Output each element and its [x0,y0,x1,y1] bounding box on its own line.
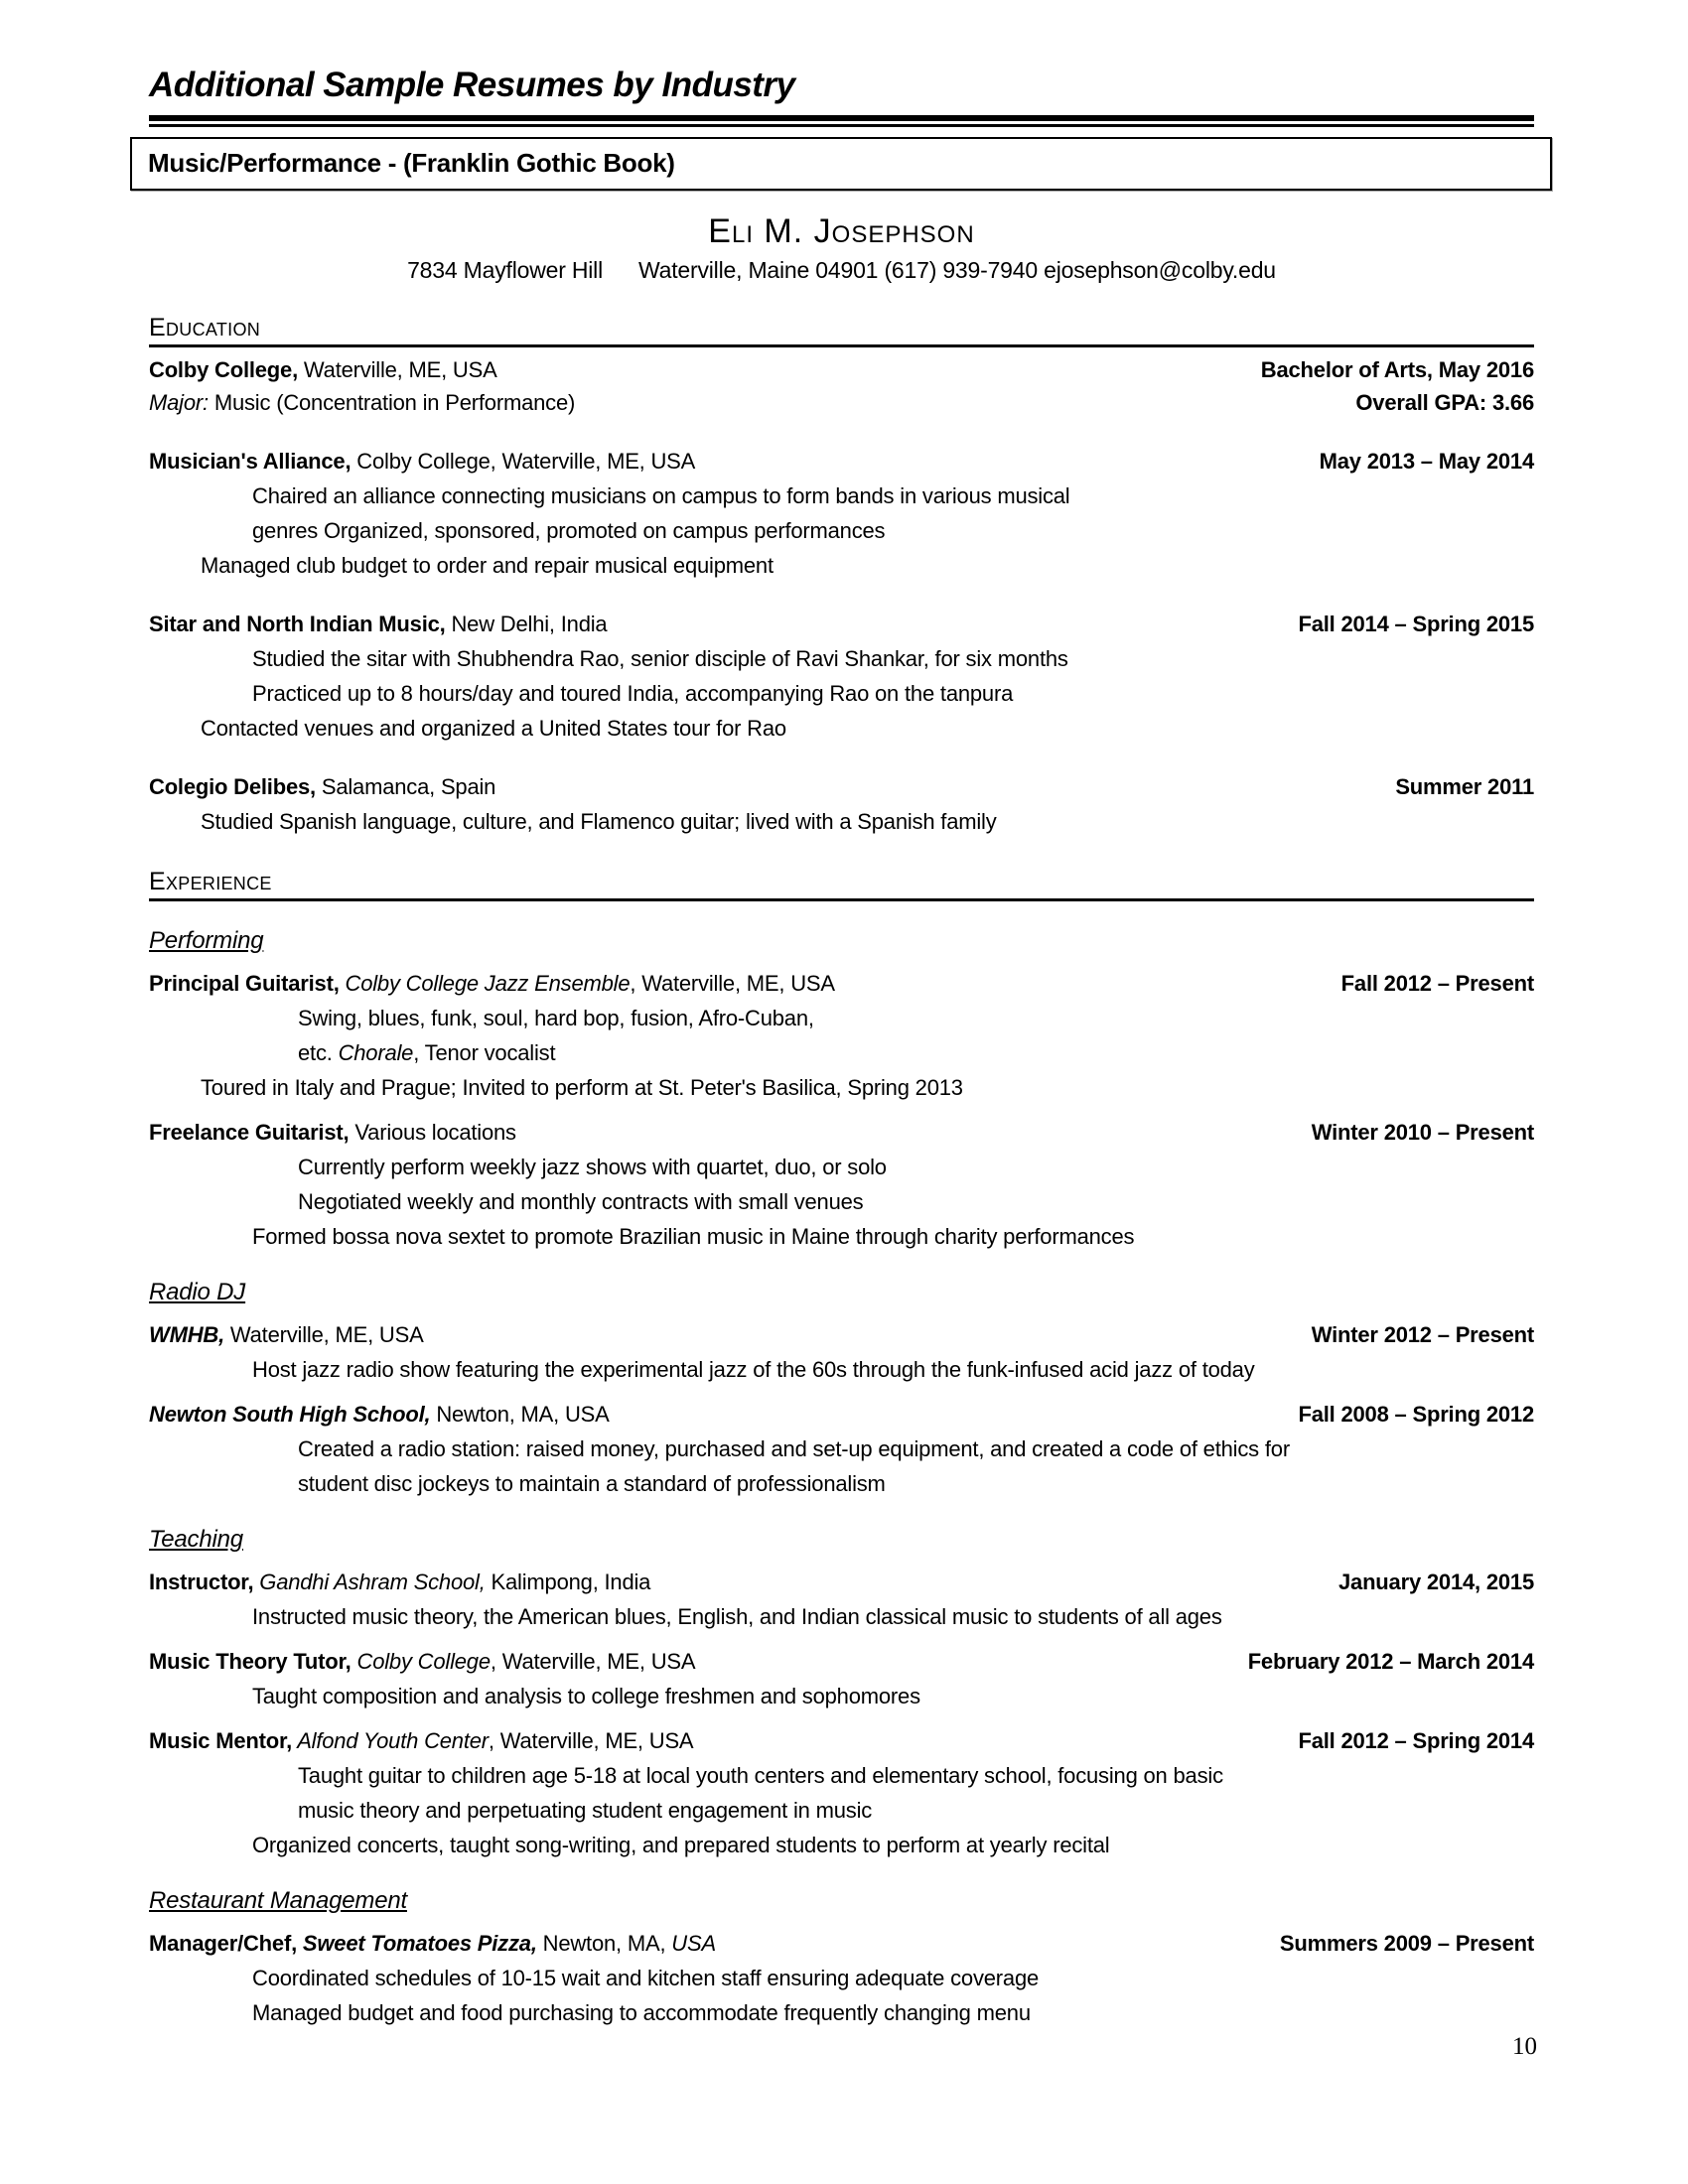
entry-title-segment: Kalimpong, India [485,1570,651,1594]
entry-title-segment: Principal Guitarist, [149,971,340,996]
detail-line [252,1220,1534,1253]
subsection-performing [149,927,1534,1253]
entry-title-segment: , Waterville, ME, USA [490,1649,696,1674]
entry-title-segment: Waterville, ME, USA [298,357,497,382]
detail-line [298,1002,1534,1034]
entry-title-segment: Waterville, ME, USA [223,1322,424,1347]
entry-title-segment: New Delhi, India [445,612,608,636]
entry-title-row [149,386,1534,419]
entry [149,1318,1534,1386]
entry [149,1927,1534,2029]
detail-line [252,1353,1534,1386]
entry-date: Bachelor of Arts, May 2016 [1260,357,1534,382]
entry-title-segment: Sitar and North Indian Music, [149,612,446,636]
entry-date: Overall GPA: 3.66 [1355,390,1534,415]
contact-address: 7834 Mayflower Hill [407,257,603,283]
entry-title-segment: Sweet Tomatoes Pizza, [296,1931,537,1956]
entry-title-row [149,1927,1534,1960]
detail-segment: Organized concerts, taught song-writing, and prepared students to perform at yearly recital [252,1833,1110,1857]
entry-title-segment: Colby College, [149,357,298,382]
entry-date: Summers 2009 – Present [1279,1931,1534,1956]
detail-segment: Managed club budget to order and repair musical equipment [201,553,774,578]
detail-line [252,1680,1534,1712]
detail-segment: Swing, blues, funk, soul, hard bop, fusion, Afro-Cuban, [298,1006,814,1030]
subsection-label-radio-dj: Radio DJ [149,1279,246,1305]
entry-title-segment: Alfond Youth Center [292,1728,489,1753]
title-rule-thick [149,115,1534,121]
detail-line [252,1600,1534,1633]
detail-segment: Practiced up to 8 hours/day and toured India, accompanying Rao on the tanpura [252,681,1014,706]
entry [149,1566,1534,1633]
detail-line [298,1794,1534,1827]
entry-title-segment: Instructor, [149,1570,254,1594]
entry-title-segment: Newton, MA, USA [430,1402,610,1427]
entry-date: Winter 2010 – Present [1311,1120,1534,1145]
detail-segment: Managed budget and food purchasing to accommodate frequently changing menu [252,2000,1031,2025]
entry-title-row [149,1318,1534,1351]
detail-segment: etc. [298,1040,339,1065]
entry [149,770,1534,838]
entry-title-segment: Music Theory Tutor, [149,1649,352,1674]
entry-title-row [149,1566,1534,1598]
entry-title [149,967,835,1000]
entry-title-segment: USA [671,1931,716,1956]
entry-title [149,1645,695,1678]
entry-date: Fall 2012 – Spring 2014 [1298,1728,1534,1753]
entry-date: Fall 2012 – Present [1340,971,1534,996]
detail-segment: Currently perform weekly jazz shows with quartet, duo, or solo [298,1155,887,1179]
entry [149,608,1534,745]
entry-title-segment: Newton, MA, [536,1931,672,1956]
entry-title [149,1927,716,1960]
detail-segment: student disc jockeys to maintain a standard of professionalism [298,1471,886,1496]
resume-name: Eli M. Josephson [708,212,975,250]
detail-line [298,1433,1534,1465]
entry-title-segment: Various locations [349,1120,516,1145]
entry-title-row [149,967,1534,1000]
entry-title-row [149,445,1534,478]
entry-date: May 2013 – May 2014 [1319,449,1534,474]
page-number: 10 [1512,2033,1537,2060]
detail-line [252,1829,1534,1861]
entry-title-segment: Gandhi Ashram School, [253,1570,486,1594]
entry [149,1645,1534,1712]
detail-segment: Chorale [338,1040,414,1065]
detail-segment: Formed bossa nova sextet to promote Brazilian music in Maine through charity performances [252,1224,1135,1249]
entry-title-segment: , Waterville, ME, USA [630,971,835,996]
detail-line [298,1759,1534,1792]
detail-segment: Created a radio station: raised money, purchased and set-up equipment, and created a code of ethics for [298,1436,1290,1461]
detail-segment: Contacted venues and organized a United States tour for Rao [201,716,786,741]
entry-title [149,608,607,640]
detail-line [252,677,1534,710]
detail-line [252,1996,1534,2029]
contact-line [149,257,1534,284]
detail-segment: music theory and perpetuating student engagement in music [298,1798,873,1823]
entry-date: Summer 2011 [1395,774,1534,799]
category-label: Music/Performance - (Franklin Gothic Book) [148,148,675,178]
entry-title [149,1398,610,1431]
entry-title-segment: Musician's Alliance, [149,449,352,474]
entry-title-segment: Colby College [351,1649,491,1674]
entry-title [149,1724,693,1757]
entry-title-segment: Newton South High School, [149,1402,431,1427]
category-box [130,137,1552,191]
subsection-label-performing: Performing [149,927,264,954]
entry-title-row [149,353,1534,386]
detail-segment: Instructed music theory, the American blues, English, and Indian classical music to students of all ages [252,1604,1222,1629]
entry-title-row [149,1116,1534,1149]
entry-title-row [149,770,1534,803]
entry-title [149,1318,424,1351]
subsection-restaurant-management [149,1887,1534,2029]
title-rule [149,115,1534,127]
entry-title-segment: Music Mentor, [149,1728,293,1753]
section-experience [149,868,1534,2029]
entry-title-segment: Major: [149,390,209,415]
detail-segment: Negotiated weekly and monthly contracts with small venues [298,1189,864,1214]
detail-line [252,514,1534,547]
entry-date: Fall 2014 – Spring 2015 [1298,612,1534,636]
detail-line [201,805,1534,838]
section-heading-experience: Experience [149,868,1534,901]
entry [149,1398,1534,1500]
detail-line [298,1036,1534,1069]
entry-title [149,386,575,419]
entry [149,353,1534,419]
entry [149,967,1534,1104]
resume-sections [149,314,1534,2029]
entry-title-segment: Music (Concentration in Performance) [208,390,576,415]
entry [149,445,1534,582]
entry [149,1724,1534,1861]
contact-city-phone-email: Waterville, Maine 04901 (617) 939-7940 ejosephson@colby.edu [637,257,1276,283]
section-heading-education: Education [149,314,1534,347]
detail-segment: Coordinated schedules of 10-15 wait and kitchen staff ensuring adequate coverage [252,1966,1040,1990]
detail-line [252,479,1534,512]
page-title: Additional Sample Resumes by Industry [149,66,795,104]
entry-title-segment: WMHB, [149,1322,224,1347]
detail-segment: Toured in Italy and Prague; Invited to perform at St. Peter's Basilica, Spring 2013 [201,1075,963,1100]
detail-segment: Studied Spanish language, culture, and Flamenco guitar; lived with a Spanish family [201,809,997,834]
entry-title-segment: Freelance Guitarist, [149,1120,350,1145]
entry-date: Fall 2008 – Spring 2012 [1298,1402,1534,1427]
subsection-radio-dj [149,1279,1534,1500]
detail-line [201,1071,1534,1104]
entry-title-row [149,1724,1534,1757]
detail-segment: genres Organized, sponsored, promoted on campus performances [252,518,886,543]
entry-title-segment: Manager/Chef, [149,1931,297,1956]
entry-date: Winter 2012 – Present [1311,1322,1534,1347]
entry-title [149,1566,650,1598]
subsection-default [149,353,1534,838]
detail-line [298,1185,1534,1218]
entry-title-segment: Colby College Jazz Ensemble [339,971,631,996]
resume-document [149,212,1534,2029]
entry-title [149,353,497,386]
entry-title-segment: Salamanca, Spain [315,774,496,799]
detail-segment: Taught composition and analysis to college freshmen and sophomores [252,1684,920,1708]
detail-segment: Host jazz radio show featuring the experimental jazz of the 60s through the funk-infused acid jazz of today [252,1357,1255,1382]
subsection-label-teaching: Teaching [149,1526,243,1553]
detail-segment: Studied the sitar with Shubhendra Rao, senior disciple of Ravi Shankar, for six months [252,646,1068,671]
detail-line [252,1962,1534,1994]
subsection-label-restaurant-management: Restaurant Management [149,1887,407,1914]
page-header [149,66,1534,191]
detail-line [298,1151,1534,1183]
detail-segment: , Tenor vocalist [413,1040,556,1065]
entry-date: February 2012 – March 2014 [1247,1649,1534,1674]
detail-segment: Taught guitar to children age 5-18 at local youth centers and elementary school, focusing on basic [298,1763,1223,1788]
detail-line [201,549,1534,582]
entry-title-row [149,1645,1534,1678]
entry-title-segment: Colby College, Waterville, ME, USA [351,449,696,474]
detail-line [298,1467,1534,1500]
detail-line [252,642,1534,675]
entry-title-segment: Colegio Delibes, [149,774,316,799]
entry-title [149,770,495,803]
entry-title-row [149,608,1534,640]
section-education [149,314,1534,838]
detail-line [201,712,1534,745]
entry-title-row [149,1398,1534,1431]
subsection-teaching [149,1526,1534,1861]
entry-date: January 2014, 2015 [1338,1570,1534,1594]
title-rule-thin [149,124,1534,127]
entry-title [149,445,695,478]
detail-segment: Chaired an alliance connecting musicians on campus to form bands in various musical [252,483,1070,508]
entry [149,1116,1534,1253]
entry-title-segment: , Waterville, ME, USA [488,1728,694,1753]
entry-title [149,1116,516,1149]
